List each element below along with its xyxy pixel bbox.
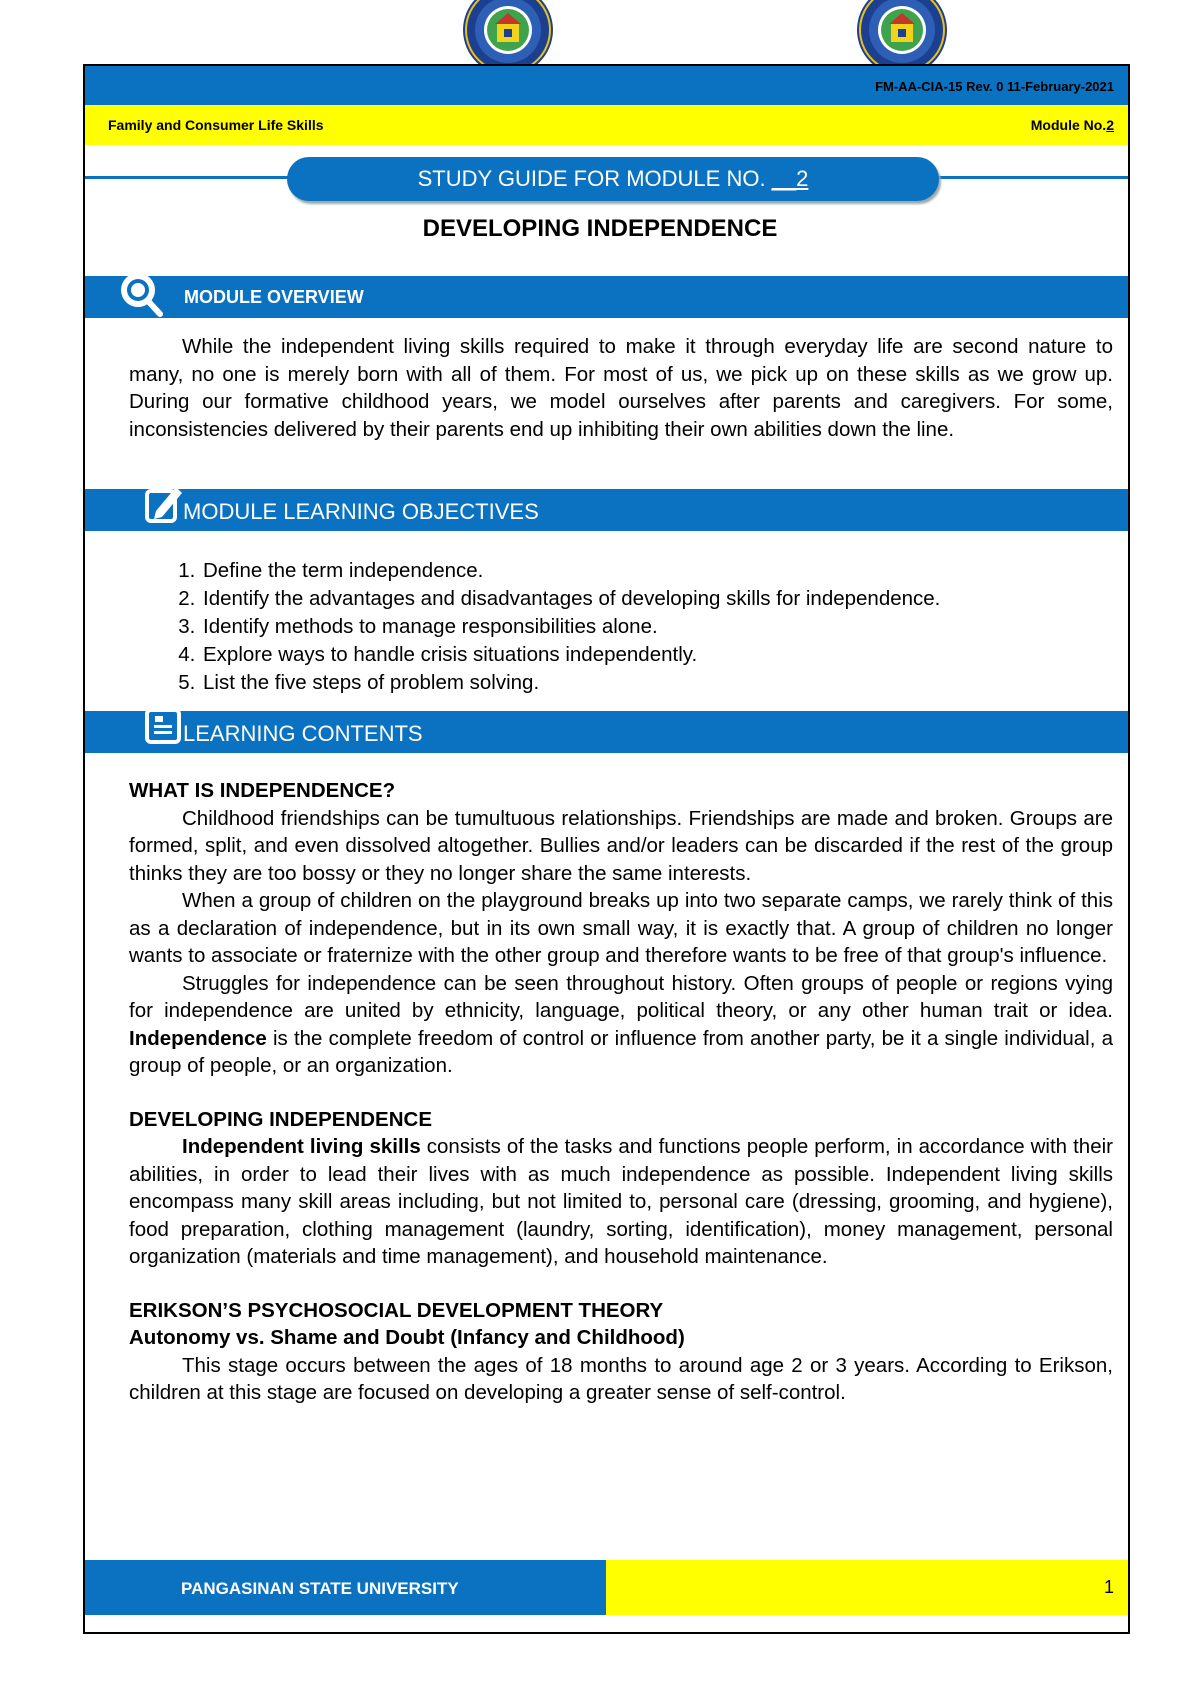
university-seal-right-icon xyxy=(853,0,951,66)
developing-independence-heading: DEVELOPING INDEPENDENCE xyxy=(129,1107,432,1131)
university-seal-left-icon xyxy=(459,0,557,66)
course-name: Family and Consumer Life Skills xyxy=(108,117,324,133)
footer-university-band xyxy=(85,1560,606,1615)
magnifier-icon xyxy=(118,270,164,318)
what-paragraph-3: Struggles for independence can be seen throughout history. Often groups of people or regions vying for independence are united by ethnicity, language, political theory, or any other human trait or idea. Independence is the complete freedom of control or influence from another party, be it a single individual, a group of people, or an organization. xyxy=(129,971,1113,1077)
overview-paragraph: While the independent living skills required to make it through everyday life are second nature to many, no one is merely born with all of them. For most of us, we pick up on these skills as we grow up. During our formative childhood years, we model ourselves after parents and caregivers. For some, inconsistencies delivered by their parents end up inhibiting their own abilities down the line. xyxy=(129,335,1113,441)
independence-term: Independence xyxy=(129,1026,267,1050)
independent-living-skills-term: Independent living skills xyxy=(182,1135,421,1158)
contents-text-block xyxy=(129,777,1113,1407)
list-item: 5. List the five steps of problem solving. xyxy=(201,669,940,697)
divider-right xyxy=(930,176,1128,179)
list-item: 3. Identify methods to manage responsibilities alone. xyxy=(201,613,940,641)
erikson-heading: ERIKSON’S PSYCHOSOCIAL DEVELOPMENT THEORY xyxy=(129,1298,664,1322)
section-overview-heading: MODULE OVERVIEW xyxy=(184,287,364,307)
footer-university: PANGASINAN STATE UNIVERSITY xyxy=(181,1579,459,1598)
pencil-icon xyxy=(144,483,184,527)
module-number-label: Module No.2 xyxy=(1030,117,1114,133)
footer-page-band xyxy=(606,1560,1128,1615)
overview-text-block xyxy=(129,333,1113,443)
section-overview-bar xyxy=(85,276,1128,318)
document-icon xyxy=(144,707,182,745)
erikson-subheading: Autonomy vs. Shame and Doubt (Infancy and Childhood) xyxy=(129,1326,685,1349)
section-contents-bar xyxy=(85,711,1128,753)
study-guide-banner xyxy=(287,157,939,201)
header-band xyxy=(85,66,1128,105)
page-number: 1 xyxy=(1103,1577,1114,1597)
study-guide-label: STUDY GUIDE FOR MODULE NO. xyxy=(417,166,772,191)
list-item: 4. Explore ways to handle crisis situations independently. xyxy=(201,641,940,669)
list-item: 1. Define the term independence. xyxy=(201,557,940,585)
page-title: DEVELOPING INDEPENDENCE xyxy=(422,215,778,242)
what-is-independence-heading: WHAT IS INDEPENDENCE? xyxy=(129,779,396,802)
section-objectives-heading: MODULE LEARNING OBJECTIVES xyxy=(183,499,539,524)
divider-left xyxy=(85,176,295,179)
form-code: FM-AA-CIA-15 Rev. 0 11-February-2021 xyxy=(875,79,1114,94)
developing-paragraph: Independent living skills consists of the tasks and functions people perform, in accordance with their abilities, in order to lead their lives with as much independence as possible. Independent living skills encompass many skill areas including, but not limited to, personal care (dressing, grooming, and hygiene), food preparation, clothing management (laundry, sorting, identification), money management, personal organization (materials and time management), and household maintenance. xyxy=(129,1135,1113,1268)
course-bar xyxy=(85,105,1128,145)
what-paragraph-2: When a group of children on the playground breaks up into two separate camps, we rarely think of this as a declaration of independence, but in its own small way, it is exactly that. A group of children no longer wants to associate or fraternize with the other group and therefore wants to be free of that group's influence. xyxy=(129,889,1113,967)
module-number: 2 xyxy=(1106,117,1114,133)
what-paragraph-1: Childhood friendships can be tumultuous relationships. Friendships are made and broken. Groups are formed, split, and even dissolved altogether. Bullies and/or leaders can be discarded if the rest of the group thinks they are too bossy or they no longer share the same interests. xyxy=(129,806,1113,885)
list-item: 2. Identify the advantages and disadvantages of developing skills for independence. xyxy=(201,585,940,613)
study-guide-number: __2 xyxy=(771,166,809,191)
objectives-list xyxy=(163,557,940,697)
erikson-paragraph: This stage occurs between the ages of 18 months to around age 2 or 3 years. According to Erikson, children at this stage are focused on developing a greater sense of self-control. xyxy=(129,1353,1113,1404)
section-contents-heading: LEARNING CONTENTS xyxy=(183,721,423,746)
section-objectives-bar xyxy=(85,489,1128,531)
